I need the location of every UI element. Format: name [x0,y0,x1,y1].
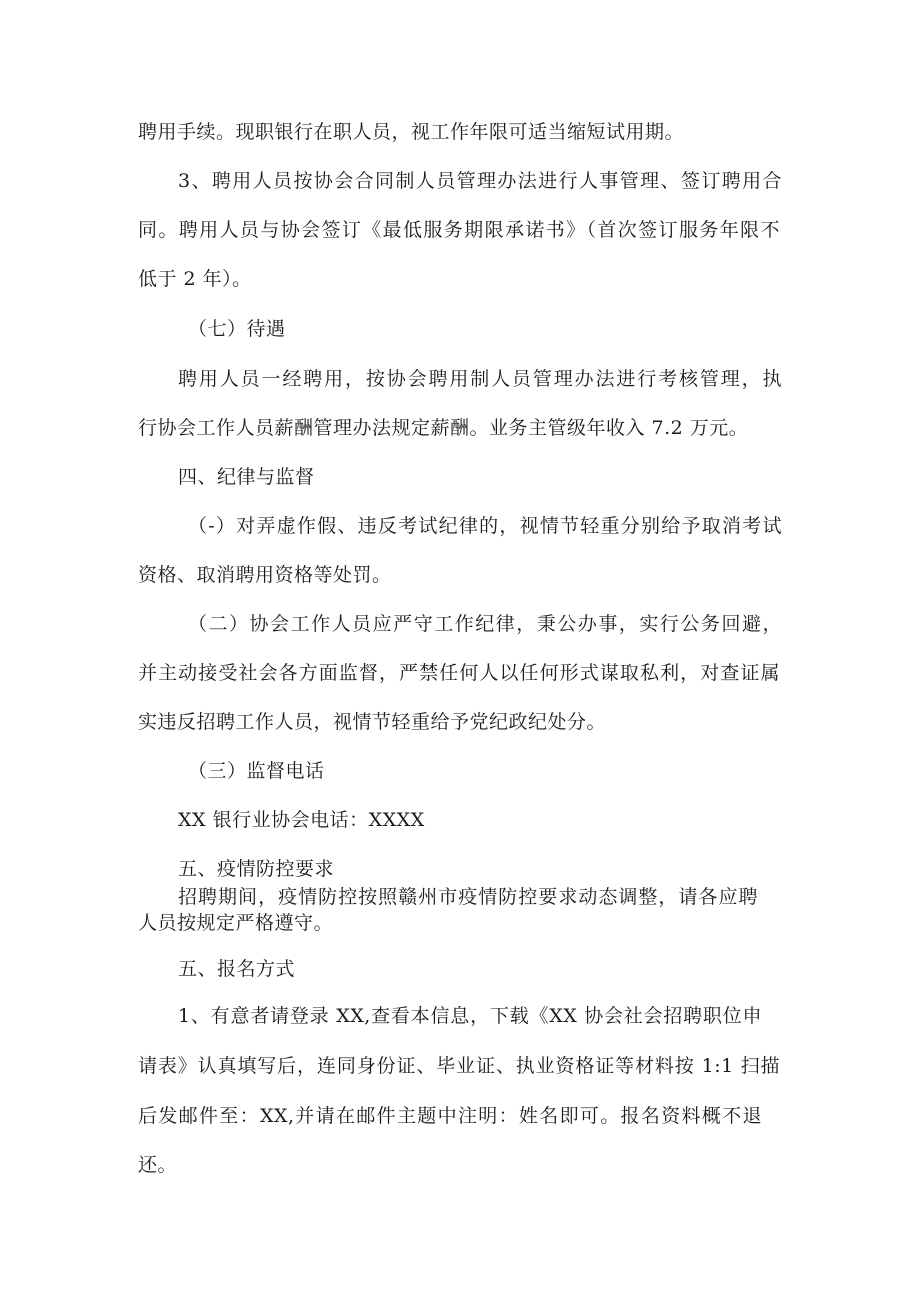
text-line: 人员按规定严格遵守。 [138,912,334,934]
text-line: 实违反招聘工作人员，视情节轻重给予党纪政纪处分。 [138,711,607,733]
text-line: （二）协会工作人员应严守工作纪律，秉公办事，实行公务回避， [188,613,782,635]
section-heading: 五、报名方式 [178,958,296,980]
text-line: 资格、取消聘用资格等处罚。 [138,564,392,586]
text-line: 请表》认真填写后，连同身份证、毕业证、执业资格证等材料按 1:1 扫描 [138,1055,780,1077]
section-heading: （三）监督电话 [188,760,325,782]
text-line: 低于 2 年）。 [138,268,252,290]
phone-line: XX 银行业协会电话：XXXX [178,809,425,831]
text-line: 同。聘用人员与协会签订《最低服务期限承诺书》（首次签订服务年限不 [138,219,780,241]
text-line: （-）对弄虚作假、违反考试纪律的，视情节轻重分别给予取消考试 [188,515,782,537]
text-line: 行协会工作人员薪酬管理办法规定薪酬。业务主管级年收入 7.2 万元。 [138,417,749,439]
text-line: 聘用手续。现职银行在职人员，视工作年限可适当缩短试用期。 [138,121,685,143]
text-line: 1、有意者请登录 XX,查看本信息，下载《XX 协会社会招聘职位申 [178,1005,762,1027]
section-heading: 五、疫情防控要求 [178,858,335,880]
text-line: 并主动接受社会各方面监督，严禁任何人以任何形式谋取私利，对查证属 [138,662,780,684]
text-line: 招聘期间，疫情防控按照赣州市疫情防控要求动态调整，请各应聘 [178,886,758,908]
section-heading: （七）待遇 [188,318,286,340]
text-line: 还。 [138,1154,178,1176]
text-line: 聘用人员一经聘用，按协会聘用制人员管理办法进行考核管理，执 [178,368,782,390]
section-heading: 四、纪律与监督 [178,466,315,488]
text-line: 3、聘用人员按协会合同制人员管理办法进行人事管理、签订聘用合 [178,170,782,192]
text-line: 后发邮件至：XX,并请在邮件主题中注明：姓名即可。报名资料概不退 [138,1105,762,1127]
